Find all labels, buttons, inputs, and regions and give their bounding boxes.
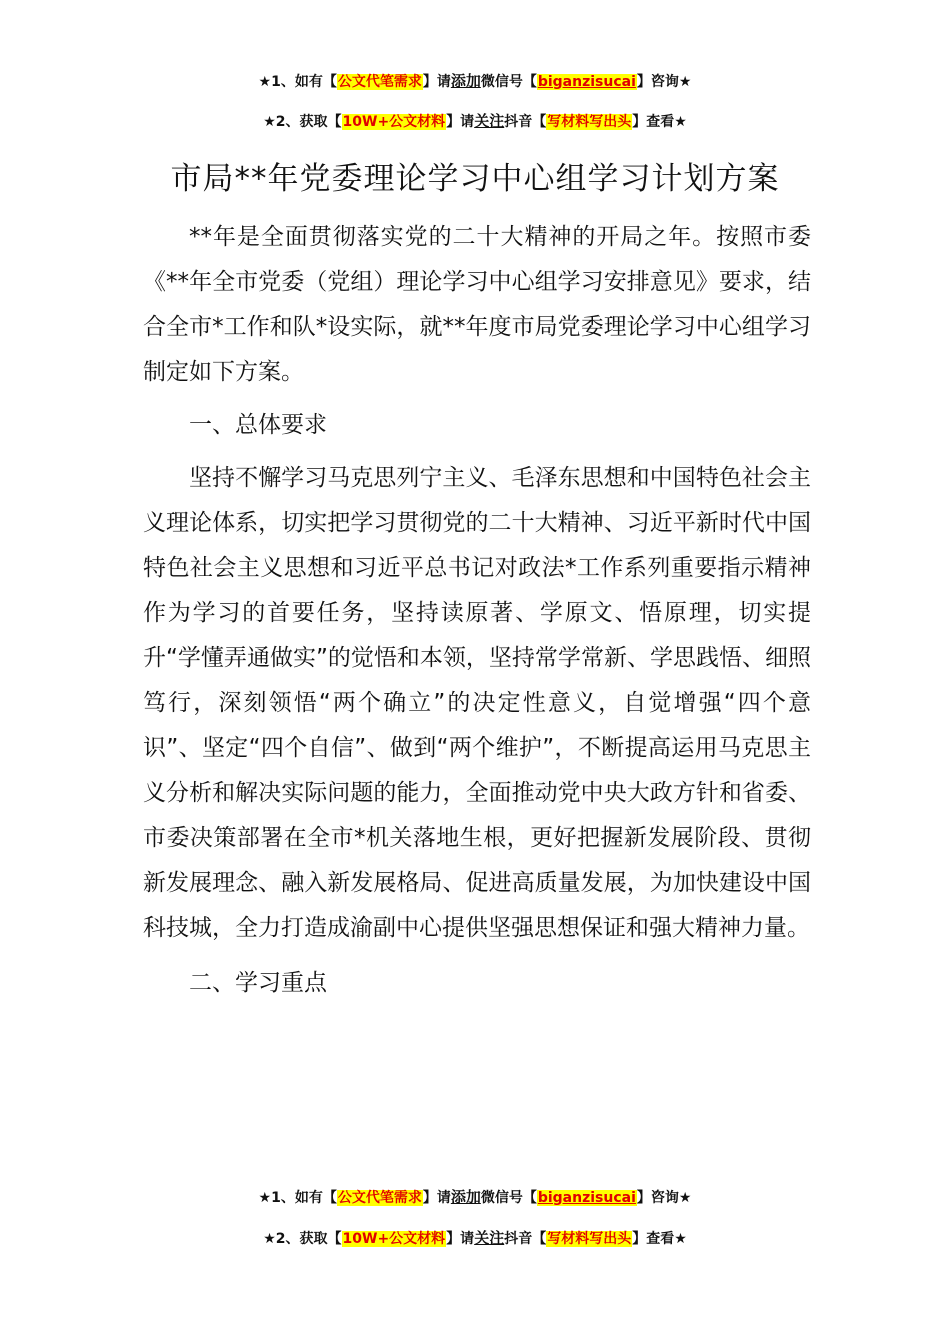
promo-top-line-2 xyxy=(0,110,950,133)
promo-suffix: 】咨询★ xyxy=(636,1190,692,1206)
promo-suffix: 】查看★ xyxy=(632,114,687,130)
promo-suffix: 】咨询★ xyxy=(636,74,692,90)
document-title: 市局**年党委理论学习中心组学习计划方案 xyxy=(170,161,780,197)
promo-emphasis: 关注 xyxy=(474,112,505,130)
promo-text: 抖音【 xyxy=(504,114,547,130)
promo-text: 】请 xyxy=(422,1190,451,1206)
promo-text: 抖音【 xyxy=(504,1231,547,1247)
promo-prefix: ★1、如有【 xyxy=(258,74,337,90)
intro-paragraph: **年是全面贯彻落实党的二十大精神的开局之年。按照市委《**年全市党委（党组）理论学习中心组学习安排意见》要求，结合全市*工作和队*设实际，就**年度市局党委理论学习中心组学习制定如下方案。 xyxy=(143,224,811,385)
promo-highlight: 公文代笔需求 xyxy=(337,74,422,90)
promo-text: 微信号【 xyxy=(480,74,537,90)
douyin-id-highlight: 写材料写出头 xyxy=(547,114,632,130)
promo-highlight: 公文代笔需求 xyxy=(337,1190,422,1206)
promo-suffix: 】查看★ xyxy=(632,1231,687,1247)
section-heading-2: 二、学习重点 xyxy=(189,970,327,996)
promo-emphasis: 添加 xyxy=(450,72,481,90)
douyin-id-highlight: 写材料写出头 xyxy=(547,1231,632,1247)
promo-text: 】请 xyxy=(446,114,475,130)
promo-emphasis: 关注 xyxy=(474,1229,505,1247)
promo-text: 】请 xyxy=(422,74,451,90)
promo-prefix: ★2、获取【 xyxy=(263,114,342,130)
promo-text: 】请 xyxy=(446,1231,475,1247)
promo-text: 微信号【 xyxy=(480,1190,537,1206)
promo-bottom-line-1 xyxy=(0,1186,950,1209)
promo-highlight: 10W+公文材料 xyxy=(342,1231,446,1247)
section-heading-1: 一、总体要求 xyxy=(189,412,327,438)
wechat-id-link[interactable]: biganzisucai xyxy=(537,1190,636,1206)
wechat-id-link[interactable]: biganzisucai xyxy=(537,74,636,90)
promo-bottom-line-2 xyxy=(0,1227,950,1250)
section-1-paragraph: 坚持不懈学习马克思列宁主义、毛泽东思想和中国特色社会主义理论体系，切实把学习贯彻党的二十大精神、习近平新时代中国特色社会主义思想和习近平总书记对政法*工作系列重要指示精神作为学习的首要任务，坚持读原著、学原文、悟原理，切实提升“学懂弄通做实”的觉悟和本领，坚持常学常新、学思践悟、细照笃行，深刻领悟“两个确立”的决定性意义，自觉增强“四个意识”、坚定“四个自信”、做到“两个维护”，不断提高运用马克思主义分析和解决实际问题的能力，全面推动党中央大政方针和省委、市委决策部署在全市*机关落地生根，更好把握新发展阶段、贯彻新发展理念、融入新发展格局、促进高质量发展，为加快建设中国科技城，全力打造成渝副中心提供坚强思想保证和强大精神力量。 xyxy=(143,465,811,941)
promo-top-line-1 xyxy=(0,70,950,93)
promo-highlight: 10W+公文材料 xyxy=(342,114,446,130)
document-body xyxy=(143,215,811,1006)
promo-emphasis: 添加 xyxy=(450,1188,481,1206)
promo-prefix: ★2、获取【 xyxy=(263,1231,342,1247)
promo-prefix: ★1、如有【 xyxy=(258,1190,337,1206)
